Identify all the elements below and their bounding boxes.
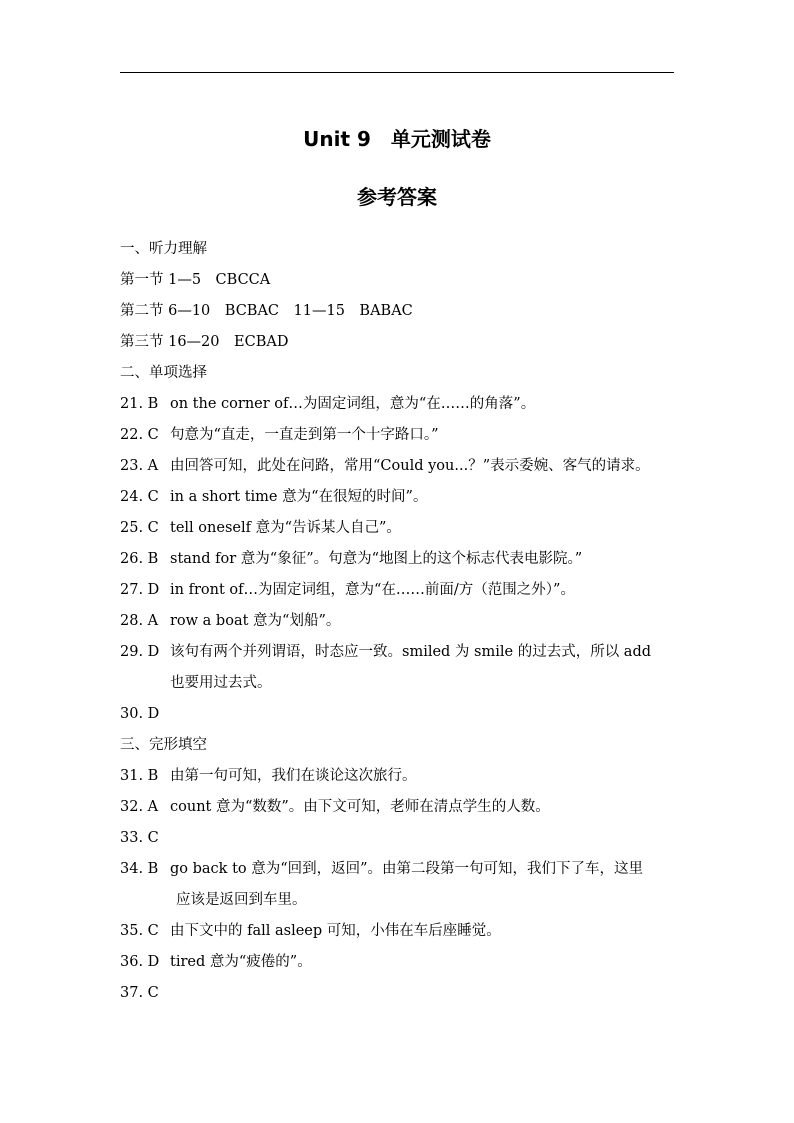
answer-number: 23. A [120,458,159,474]
answer-explanation: 由第一句可知，我们在谈论这次旅行。 [170,768,417,784]
answer-number: 35. C [120,923,159,939]
answer-explanation: count 意为“数数”。由下文可知，老师在清点学生的人数。 [170,799,550,815]
answer-explanation: 由下文中的 fall asleep 可知，小伟在车后座睡觉。 [170,923,501,939]
page-subtitle: 参考答案 [357,185,437,209]
answer-item [120,513,680,544]
header-rule [120,72,674,73]
answer-item [120,420,680,451]
answer-item [120,389,680,420]
answer-number: 29. D [120,644,160,660]
answer-item [120,606,680,637]
answer-item [120,482,680,513]
answer-number: 25. C [120,520,159,536]
answer-explanation: row a boat 意为“划船”。 [170,613,341,629]
answer-continuation: 应该是返回到车里。 [176,892,307,908]
answer-item [120,575,680,606]
answer-number: 32. A [120,799,159,815]
answer-item [120,637,680,668]
answer-explanation: 该句有两个并列谓语，时态应一致。smiled 为 smile 的过去式，所以 add [170,644,652,660]
answer-number: 24. C [120,489,159,505]
answer-number: 37. C [120,985,159,1001]
answer-item [120,978,680,1009]
answer-list [120,234,680,1009]
answer-item [120,699,680,730]
answer-explanation: in a short time 意为“在很短的时间”。 [170,489,428,505]
answer-number: 36. D [120,954,160,970]
answer-item [120,947,680,978]
answer-number: 22. C [120,427,159,443]
answer-line: 第二节 6—10 BCBAC 11—15 BABAC [120,303,413,319]
answer-continuation: 也要用过去式。 [170,675,272,691]
answer-number: 33. C [120,830,159,846]
answer-line: 第三节 16—20 ECBAD [120,334,289,350]
answer-explanation: on the corner of…为固定词组，意为“在……的角落”。 [170,396,536,412]
answer-item [120,792,680,823]
answer-explanation: stand for 意为“象征”。句意为“地图上的这个标志代表电影院。” [170,551,583,567]
section-heading: 二、单项选择 [120,365,207,381]
answer-item [120,451,680,482]
answer-explanation: 句意为“直走，一直走到第一个十字路口。” [170,427,439,443]
answer-explanation: go back to 意为“回到，返回”。由第二段第一句可知，我们下了车，这里 [170,861,644,877]
section-heading: 三、完形填空 [120,737,207,753]
answer-explanation: 由回答可知，此处在问路，常用“Could you...？”表示委婉、客气的请求。 [170,458,650,474]
answer-explanation: tired 意为“疲倦的”。 [170,954,312,970]
answer-number: 34. B [120,861,159,877]
answer-number: 28. A [120,613,159,629]
page-title: Unit 9 单元测试卷 [303,127,491,151]
answer-number: 30. D [120,706,160,722]
answer-item [120,544,680,575]
answer-explanation: in front of…为固定词组，意为“在……前面/方（范围之外）”。 [170,582,575,598]
answer-item [120,854,680,885]
answer-item [120,916,680,947]
answer-number: 21. B [120,396,159,412]
answer-line: 第一节 1—5 CBCCA [120,272,271,288]
answer-item [120,823,680,854]
answer-number: 31. B [120,768,159,784]
section-heading: 一、听力理解 [120,241,207,257]
answer-number: 26. B [120,551,159,567]
answer-item [120,761,680,792]
answer-number: 27. D [120,582,160,598]
answer-explanation: tell oneself 意为“告诉某人自己”。 [170,520,401,536]
